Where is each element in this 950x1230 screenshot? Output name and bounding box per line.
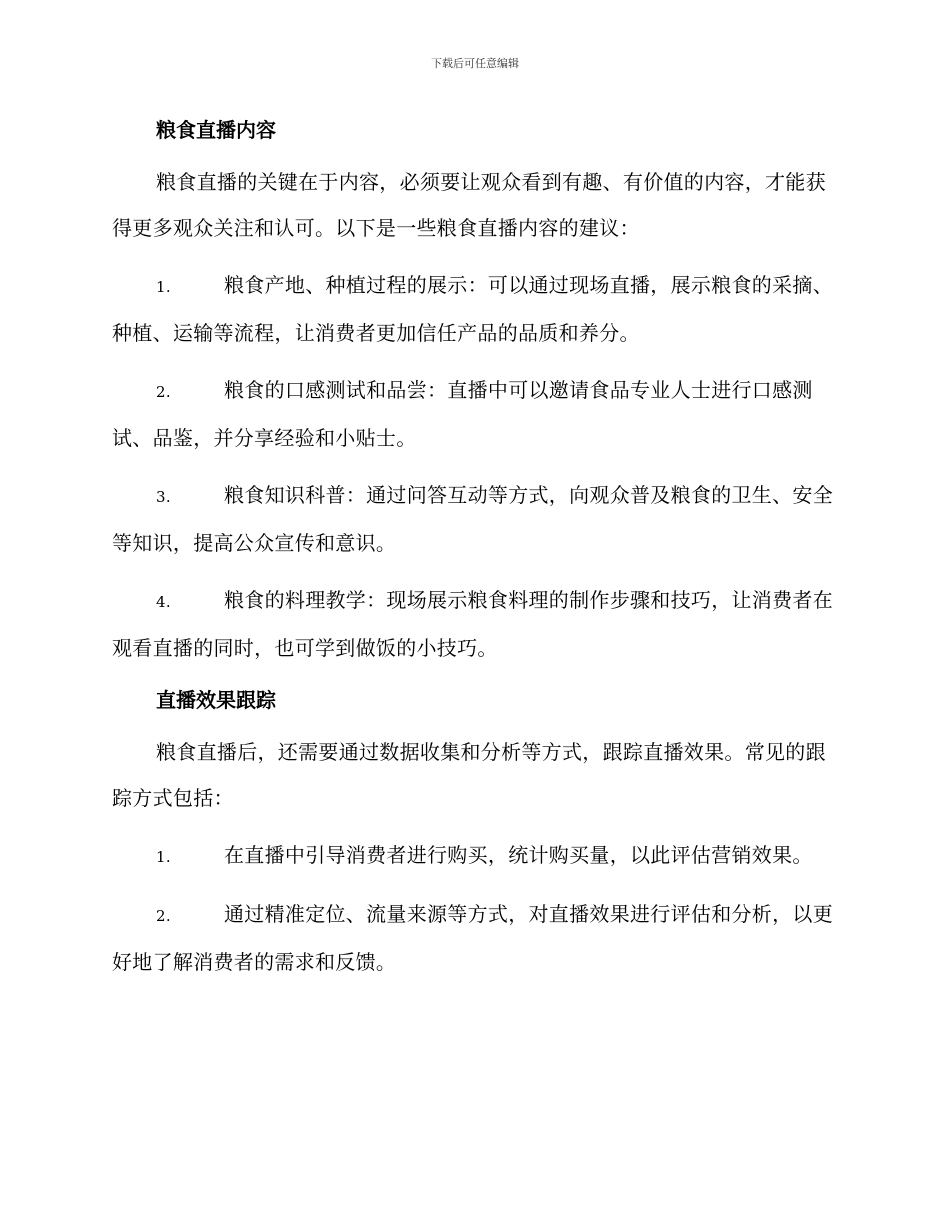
list-item bbox=[112, 262, 834, 356]
list-item-text: 在直播中引导消费者进行购买，统计购买量，以此评估营销效果。 bbox=[224, 843, 813, 867]
list-item bbox=[112, 367, 834, 461]
list-item bbox=[112, 891, 834, 985]
list-item-text: 粮食知识科普：通过问答互动等方式，向观众普及粮食的卫生、安全等知识，提高公众宣传和意识。 bbox=[112, 483, 833, 555]
list-item-text: 通过精准定位、流量来源等方式，对直播效果进行评估和分析，以更好地了解消费者的需求和反馈。 bbox=[112, 902, 833, 974]
list-item bbox=[112, 832, 834, 880]
section-intro-tracking: 粮食直播后，还需要通过数据收集和分析等方式，跟踪直播效果。常见的跟踪方式包括： bbox=[112, 740, 826, 810]
list-item-number: 2. bbox=[156, 907, 171, 925]
page-header: 下载后可任意编辑 bbox=[431, 57, 519, 70]
list-item-text: 粮食的口感测试和品尝：直播中可以邀请食品专业人士进行口感测试、品鉴，并分享经验和小贴士。 bbox=[112, 378, 813, 450]
list-item-text: 粮食产地、种植过程的展示：可以通过现场直播，展示粮食的采摘、种植、运输等流程，让消费者更加信任产品的品质和养分。 bbox=[112, 273, 833, 345]
document-body bbox=[112, 112, 834, 996]
list-item-number: 3. bbox=[156, 488, 171, 506]
section-intro-content: 粮食直播的关键在于内容，必须要让观众看到有趣、有价值的内容，才能获得更多观众关注和认可。以下是一些粮食直播内容的建议： bbox=[112, 170, 826, 240]
list-item-number: 1. bbox=[156, 278, 171, 296]
list-item-number: 1. bbox=[156, 848, 171, 866]
section-heading-content: 粮食直播内容 bbox=[156, 118, 276, 142]
section-heading-tracking: 直播效果跟踪 bbox=[156, 688, 276, 712]
list-item-number: 2. bbox=[156, 383, 171, 401]
list-item-number: 4. bbox=[156, 593, 171, 611]
list-item-text: 粮食的料理教学：现场展示粮食料理的制作步骤和技巧，让消费者在观看直播的同时，也可学到做饭的小技巧。 bbox=[112, 588, 833, 660]
list-item bbox=[112, 577, 834, 671]
list-item bbox=[112, 472, 834, 566]
